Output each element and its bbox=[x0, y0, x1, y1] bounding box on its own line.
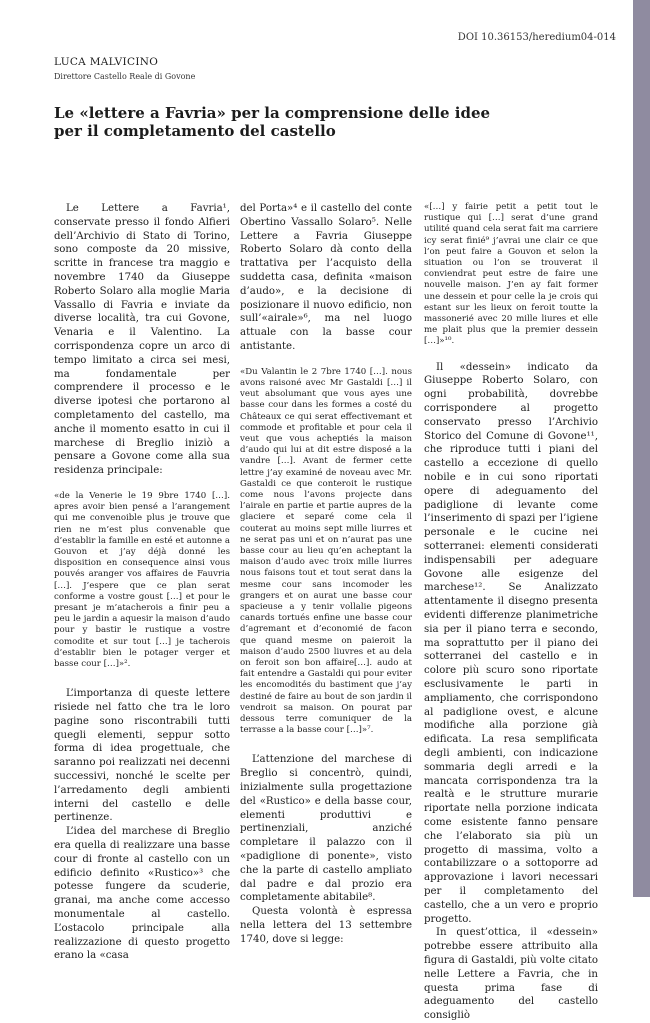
paragraph: L’attenzione del marchese di Breglio si concentrò, quindi, inizialmente sulla progettazione del «Rustico» e della basse cour, elementi produttivi e pertinenziali, anziché completare il palazzo con il «padiglione di ponente», visto che la parte di castello ampliato dal padre e dal prozio era completamente abitabile⁸. bbox=[240, 754, 412, 904]
paragraph: Il «dessein» indicato da Giuseppe Roberto Solaro, con ogni probabilità, dovrebbe corrispondere al progetto conservato presso l’Archivio Storico del Comune di Govone¹¹, che riproduce tutti i piani del castello a eccezione di quello nobile e in cui sono riportati opere di adeguamento del padiglione di levante come l’inserimento di spazi per l’igiene personale e le cucine nei sotterranei: elementi considerati indispensabili per adeguare Govone alle esigenze del marchese¹². Se Analizzato attentamente il disegno presenta evidenti differenze planimetriche sia per il piano terra e secondo, ma soprattutto per il piano dei sotterranei del castello e in colore più scuro sono riportate esclusivamente le parti in ampliamento, che corrispondono al padiglione ovest, e alcune modifiche alla porzione già edificata. La resa semplificata degli ambienti, con indicazione sommaria degli arredi e la mancata corrispondenza tra la realtà e le strutture murarie riportate nella porzione indicata come esistente fanno pensare che l’elaborato sia più un progetto di massima, volto a contabilizzare o a sottoporre ad approvazione i lavori necessari per il completamento del castello, che a un vero e proprio progetto. bbox=[424, 361, 598, 925]
text-column-3 bbox=[424, 202, 598, 1023]
paragraph: L’idea del marchese di Breglio era quella di realizzare una basse cour di fronte al castello con un edificio definito «Rustico»³ che potesse fungere da scuderie, granai, ma anche come accesso monumentale al castello. L’ostacolo principale alla realizzazione di questo progetto erano la «casa bbox=[54, 826, 230, 962]
title-line-1: Le «lettere a Favria» per la comprensione delle idee bbox=[54, 104, 491, 122]
article-title bbox=[54, 104, 594, 140]
paragraph: Le Lettere a Favria¹, conservate presso il fondo Alfieri dell’Archivio di Stato di Torino, sono composte da 20 missive, scritte in francese tra maggio e novembre 1740 da Giuseppe Roberto Solaro alla moglie Maria Vassallo di Favria e inviate da diverse località, tra cui Govone, Venaria e il Valentino. La corrispondenza copre un arco di tempo limitato a circa sei mesi, ma fondamentale per comprendere il processo e le diverse ipotesi che portarono al completamento del castello, ma anche il momento esatto in cui il marchese di Breglio iniziò a pensare a Govone come alla sua residenza principale: bbox=[54, 203, 230, 477]
paragraph: In quest’ottica, il «dessein» potrebbe essere attribuito alla figura di Gastaldi, più volte citato nelle Lettere a Favria, che in questa prima fase di adeguamento del castello consigliò bbox=[424, 927, 598, 1022]
title-line-2: per il completamento del castello bbox=[54, 122, 336, 140]
block-quote: «[…] y fairie petit a petit tout le rustique qui […] serat d’une grand utilité quand cela serat fait ma carriere icy serat finié⁹ j’avrai une clair ce que l’on peut faire a Gouvon et selon la situation ou l’on se trouverat il conviendrat peut estre de faire une nouvelle maison. J’en ay fait former une dessein et pour celle la je crois qui estant sur les lieux on feroit toutte la massonerié avec 20 mille liures et elle me plait plus que la premier dessein […]»¹⁰. bbox=[424, 202, 598, 347]
block-quote: «Du Valantin le 2 7bre 1740 […]. nous avons raisoné avec Mr Gastaldi […] il veut absolumant que vous ayes une basse cour dans les formes a costé du Châteaux ce qui serat effectivemant et commode et profitable et pour cela il veut que vous acheptiés la maison d’audo qui lui at dit estre disposé a la vandre […]. Avant de fermer cette lettre j’ay examiné de noveau avec Mr. Gastaldi ce que conteroit le rustique come nous l’avons projecte dans l’airale en partie et partie aupres de la glaciere et separé come cela il couterat au moins sept mille liurres et ne serat pas uni et on n’aurat pas une basse cour au lieu qu’en acheptant la maison d’audo avec troix mille liurres nous faisons tout et tout serat dans la mesme cour sans incomoder les grangers et on aurat une basse cour spacieuse a y tenir vollalie pigeons canards tortués enfine une basse cour d’agremant et d’economié de facon que quand mesme on paieroit la maison d’audo 2500 liuvres et au dela on feroit son bon affaire[…]. audo at fait entendre a Gastaldi qui pour eviter les encomodités du bastiment que j’ay destiné de faire au bout de son jardin il vendroit sa maison. On pourat par dessous terre comuniquer de la terrasse a la basse cour […]»⁷. bbox=[240, 366, 412, 736]
block-quote: «de la Venerie le 19 9bre 1740 […]. apres avoir bien pensé a l’arangement qui me convenoible plus je trouve que rien ne m’est plus convenable que d’establir la famille en esté et autonne a Gouvon et j’ay déjà donné les disposition en consequence ainsi vous pouvés aranger vos affaires de Fauvria […]. J’espere que ce plan serat conforme a vostre goust […] et pour le presant je m’atacherois a finir peu a peu le jardin a aquesir la maison d’audo pour y bastir le rustique a vostre comodite et sur tout […] je tacherois d’establir bien le potager verger et basse cour […]»². bbox=[54, 490, 230, 669]
paragraph: del Porta»⁴ e il castello del conte Obertino Vassallo Solaro⁵. Nelle Lettere a Favria Giuseppe Roberto Solaro dà conto della trattativa per l’acquisto della suddetta casa, definita «maison d’audo», e la decisione di posizionare il nuovo edificio, non sull’«airale»⁶, ma nel luogo attuale con la basse cour antistante. bbox=[240, 203, 412, 352]
doi-label: DOI 10.36153/heredium04-014 bbox=[457, 32, 616, 43]
paragraph: L’importanza di queste lettere risiede nel fatto che tra le loro pagine sono riscontrabili tutti quegli elementi, seppur sotto forma di idea progettuale, che saranno poi realizzati nei decenni successivi, nonché le scelte per l’arredamento degli ambienti interni del castello e delle pertinenze. bbox=[54, 688, 230, 824]
author-name: LUCA MALVICINO bbox=[54, 56, 159, 68]
author-affiliation: Direttore Castello Reale di Govone bbox=[54, 72, 196, 81]
page-edge-band bbox=[633, 0, 650, 897]
text-column-2 bbox=[240, 202, 412, 947]
paragraph: Questa volontà è espressa nella lettera del 13 settembre 1740, dove si legge: bbox=[240, 906, 412, 945]
text-column-1 bbox=[54, 202, 230, 963]
